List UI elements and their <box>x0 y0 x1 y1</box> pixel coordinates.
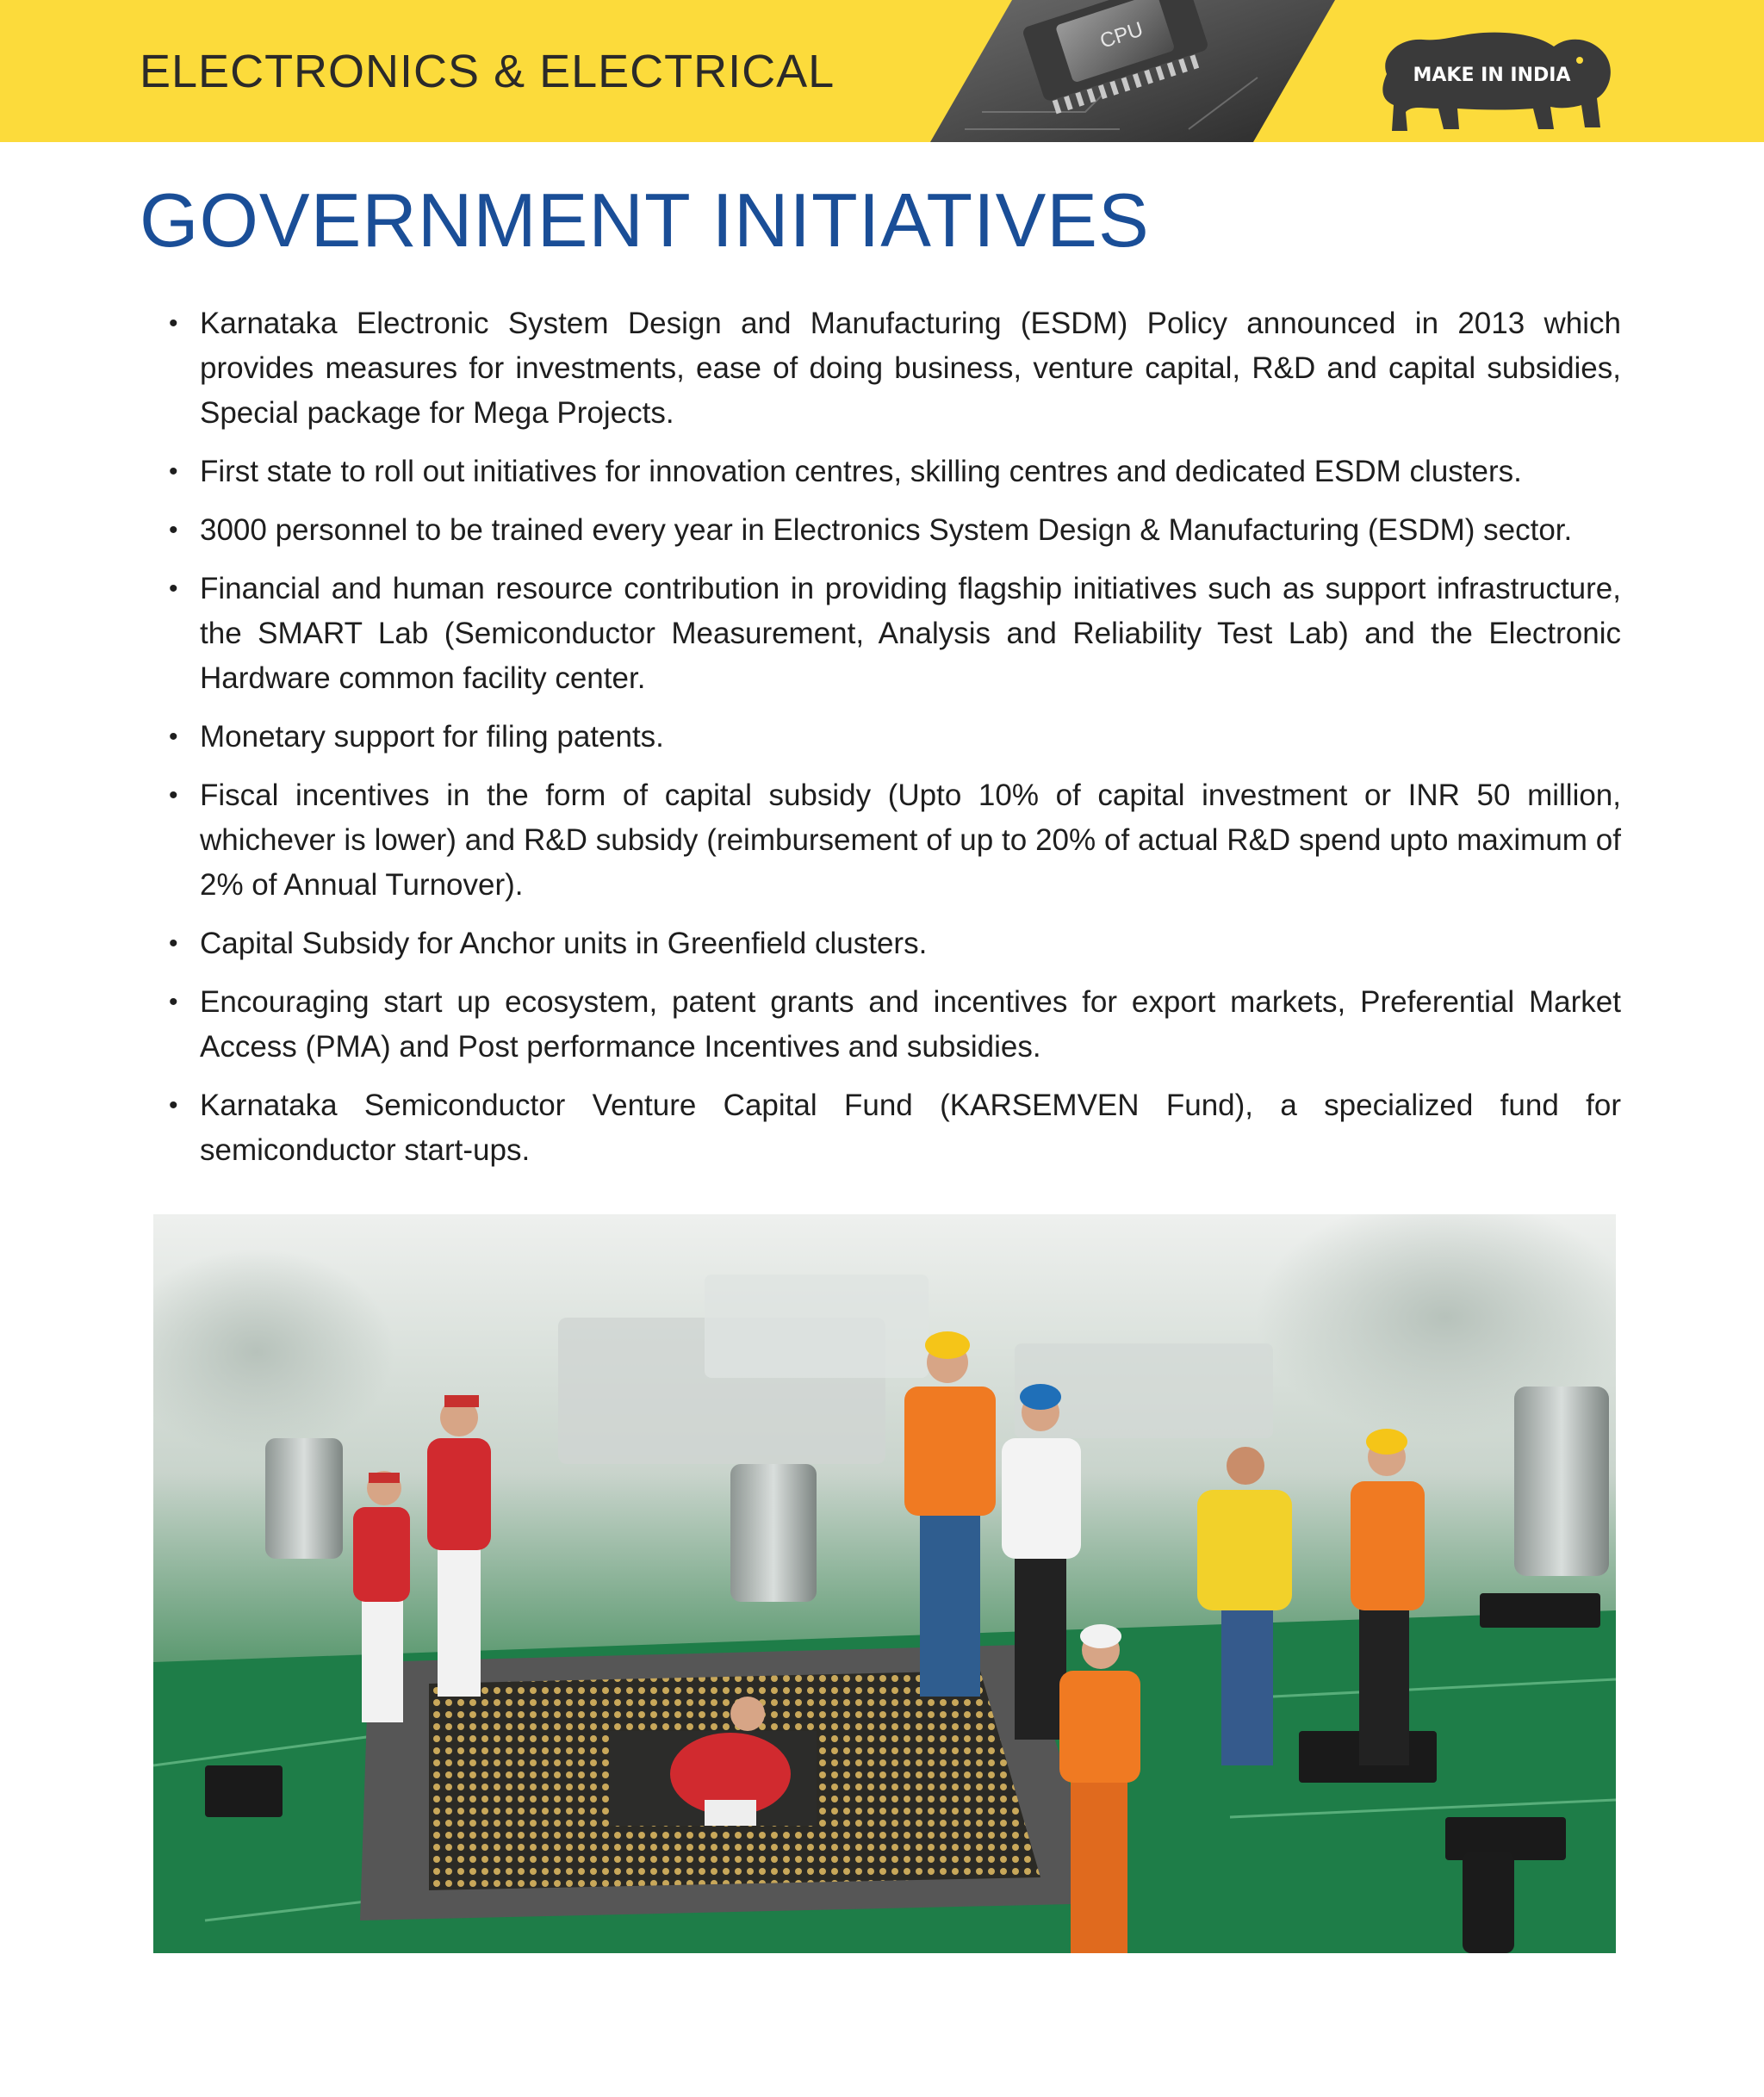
list-item <box>169 773 1621 908</box>
list-item-text: Capital Subsidy for Anchor units in Greenfield clusters. <box>200 927 928 960</box>
bullet-dot-icon: • <box>169 457 178 486</box>
list-item <box>169 301 1621 436</box>
section-label: ELECTRONICS & ELECTRICAL <box>140 46 835 97</box>
svg-text:CPU: CPU <box>1096 17 1146 53</box>
bullet-dot-icon: • <box>169 516 178 544</box>
cpu-chip-icon <box>930 0 1335 142</box>
bullet-dot-icon: • <box>169 988 178 1016</box>
list-item <box>169 1083 1621 1173</box>
bullet-dot-icon: • <box>169 309 178 338</box>
svg-text:MAKE IN INDIA: MAKE IN INDIA <box>1413 65 1571 86</box>
list-item <box>169 980 1621 1070</box>
list-item-text: Karnataka Electronic System Design and Manufacturing (ESDM) Policy announced in 2013 which provides measures for investments, ease of doing business, venture capital, R&D and capital subsidies, Special package for Mega Projects. <box>200 307 1621 430</box>
list-item-text: Financial and human resource contribution in providing flagship initiatives such as support infrastructure, the SMART Lab (Semiconductor Measurement, Analysis and Reliability Test Lab) and the Electronic Hardware common facility center. <box>200 572 1621 695</box>
list-item-text: Karnataka Semiconductor Venture Capital Fund (KARSEMVEN Fund), a specialized fund for semiconductor start-ups. <box>200 1089 1621 1167</box>
list-item <box>169 567 1621 701</box>
bullet-dot-icon: • <box>169 574 178 603</box>
list-item <box>169 921 1621 966</box>
list-item-text: 3000 personnel to be trained every year in Electronics System Design & Manufacturing (ESDM) sector. <box>200 513 1573 547</box>
list-item-text: First state to roll out initiatives for innovation centres, skilling centres and dedicated ESDM clusters. <box>200 455 1522 488</box>
page-title: GOVERNMENT INITIATIVES <box>140 177 1150 263</box>
bullet-dot-icon: • <box>169 723 178 751</box>
list-item <box>169 715 1621 760</box>
circuit-board-workers-image <box>153 1214 1616 1953</box>
list-item <box>169 508 1621 553</box>
list-item <box>169 450 1621 494</box>
list-item-text: Monetary support for filing patents. <box>200 720 664 754</box>
bullet-dot-icon: • <box>169 929 178 958</box>
header-band <box>0 0 1764 142</box>
list-item-text: Encouraging start up ecosystem, patent grants and incentives for export markets, Preferential Market Access (PMA) and Post performance Incentives and subsidies. <box>200 985 1621 1064</box>
circuit-board-photo <box>153 1214 1616 1953</box>
lion-icon <box>1363 22 1621 142</box>
list-item-text: Fiscal incentives in the form of capital subsidy (Upto 10% of capital investment or INR 50 million, whichever is lower) and R&D subsidy (reimbursement of up to 20% of actual R&D spend upto maximum of 2% of Annual Turnover). <box>200 779 1621 902</box>
cpu-chip-banner <box>930 0 1335 142</box>
bullet-dot-icon: • <box>169 1091 178 1120</box>
make-in-india-logo <box>1363 22 1621 142</box>
bullet-dot-icon: • <box>169 781 178 810</box>
initiatives-list <box>169 301 1621 1187</box>
